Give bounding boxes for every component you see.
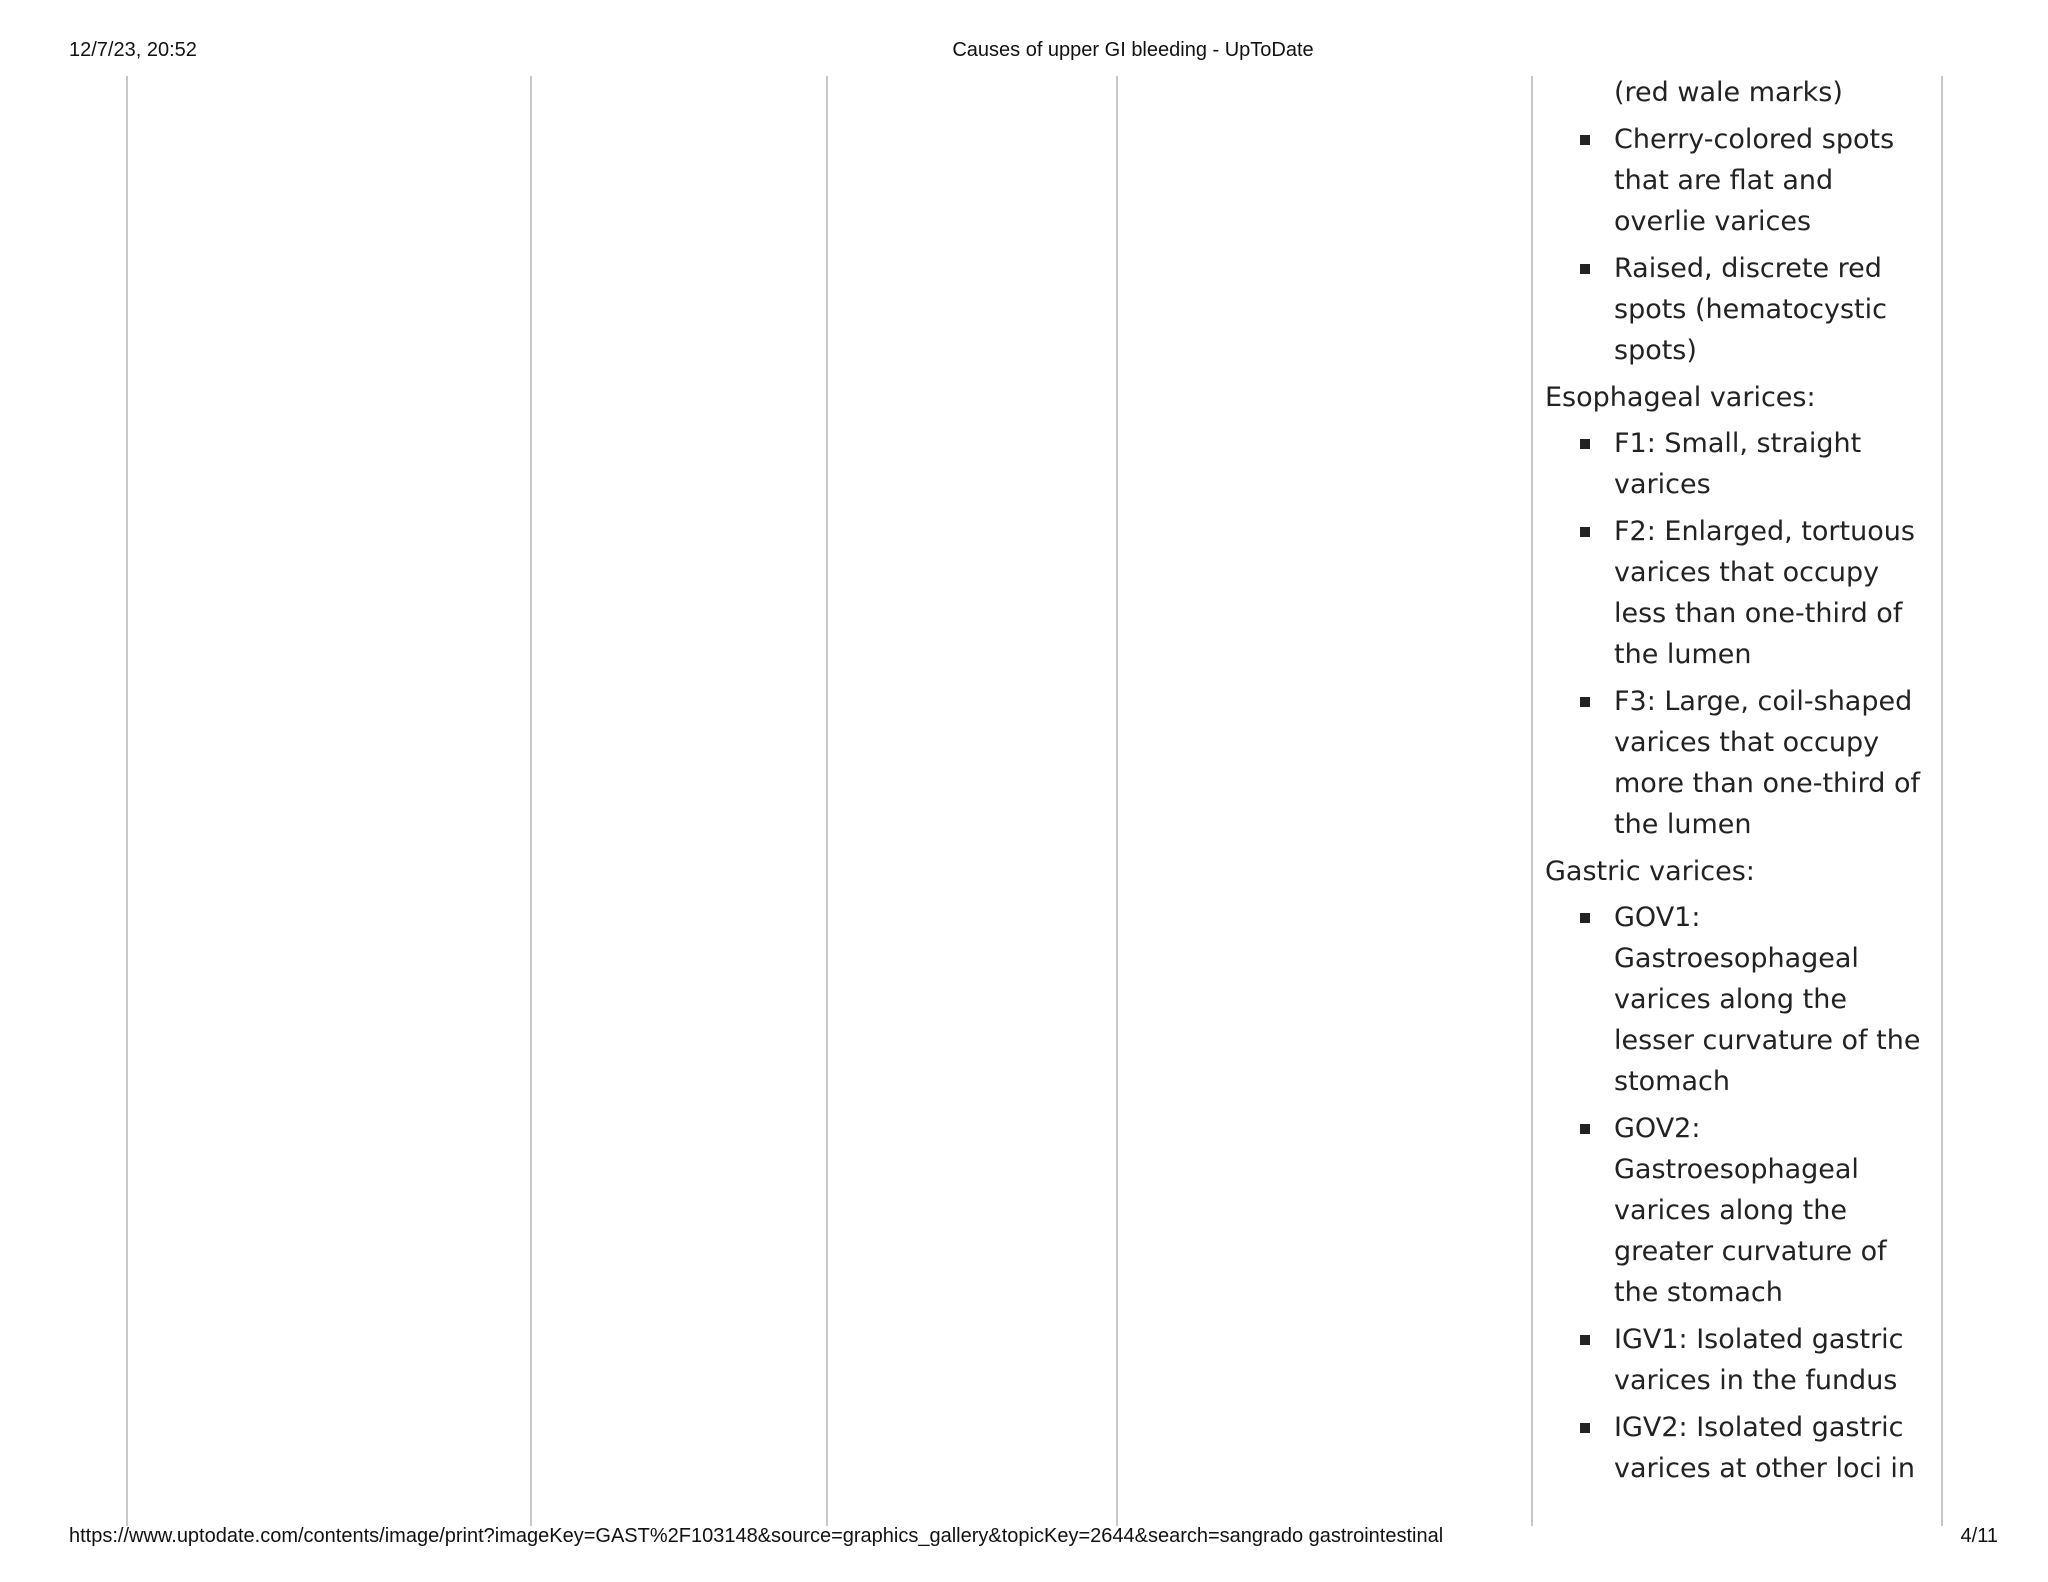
red-color-sign-list <box>1545 119 1930 371</box>
list-item: IGV1: Isolated gastric varices in the fundus <box>1545 1319 1930 1401</box>
list-item: Raised, discrete red spots (hematocystic spots) <box>1545 248 1930 371</box>
gastric-varices-heading: Gastric varices: <box>1545 856 1755 887</box>
square-bullet-icon <box>1580 135 1590 145</box>
list-item: GOV1: Gastroesophageal varices along the lesser curvature of the stomach <box>1545 897 1930 1102</box>
square-bullet-icon <box>1580 439 1590 449</box>
table-column-divider <box>826 76 828 1526</box>
page-title: Causes of upper GI bleeding - UpToDate <box>952 39 1314 61</box>
list-item: Cherry-colored spots that are flat and overlie varices <box>1545 119 1930 242</box>
esophageal-varices-heading: Esophageal varices: <box>1545 382 1816 413</box>
page-url: https://www.uptodate.com/contents/image/print?imageKey=GAST%2F103148&source=graphics_gallery&topicKey=2644&search=sangrado gastrointestinal <box>69 1525 1444 1547</box>
square-bullet-icon <box>1580 527 1590 537</box>
square-bullet-icon <box>1580 1423 1590 1433</box>
table-column-divider <box>530 76 532 1526</box>
list-item: F2: Enlarged, tortuous varices that occupy less than one-third of the lumen <box>1545 511 1930 675</box>
print-date: 12/7/23, 20:52 <box>69 39 197 61</box>
square-bullet-icon <box>1580 264 1590 274</box>
list-item: F3: Large, coil-shaped varices that occupy more than one-third of the lumen <box>1545 681 1930 845</box>
gastric-varices-list <box>1545 897 1930 1489</box>
square-bullet-icon <box>1580 1124 1590 1134</box>
list-item: GOV2: Gastroesophageal varices along the greater curvature of the stomach <box>1545 1108 1930 1313</box>
continued-text: (red wale marks) <box>1614 77 1843 108</box>
table-cell-classification <box>1545 76 1930 1495</box>
table-column-divider <box>126 76 128 1526</box>
square-bullet-icon <box>1580 1335 1590 1345</box>
esophageal-varices-list <box>1545 423 1930 845</box>
square-bullet-icon <box>1580 697 1590 707</box>
list-item: IGV2: Isolated gastric varices at other loci in <box>1545 1407 1930 1489</box>
table-column-divider <box>1531 76 1533 1526</box>
table-column-divider <box>1941 76 1943 1526</box>
table-column-divider <box>1116 76 1118 1526</box>
square-bullet-icon <box>1580 913 1590 923</box>
page-number: 4/11 <box>1960 1525 1998 1547</box>
list-item: F1: Small, straight varices <box>1545 423 1930 505</box>
